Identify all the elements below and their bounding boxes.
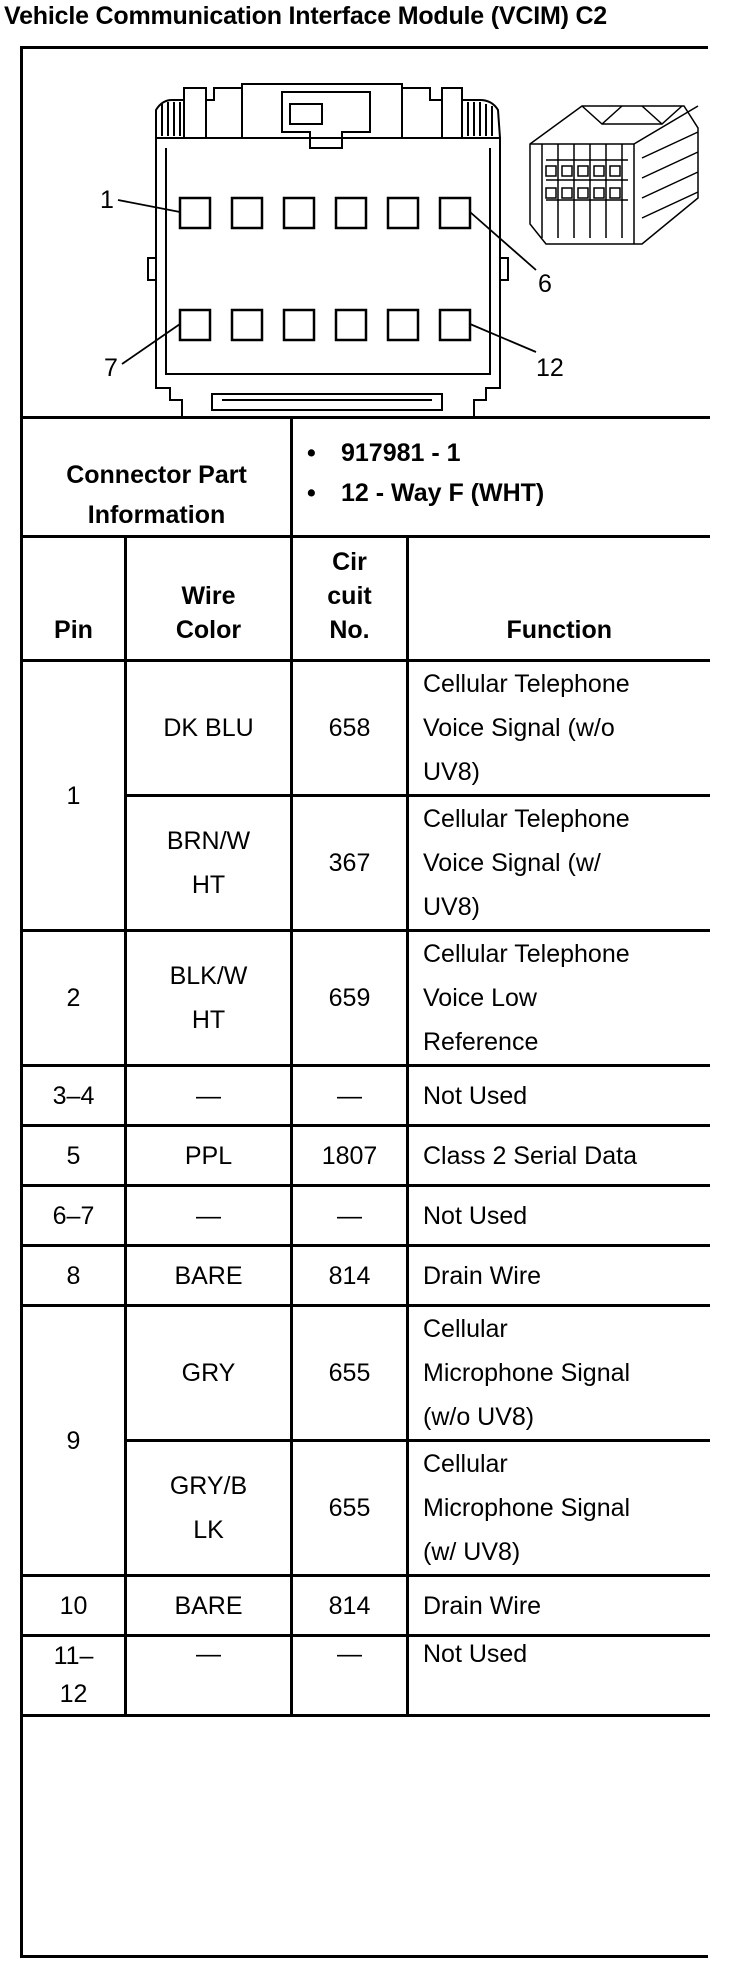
function-cell: Cellular Microphone Signal (w/o UV8)	[408, 1306, 710, 1441]
table-row	[22, 661, 710, 796]
function-cell: Cellular Microphone Signal (w/ UV8)	[408, 1441, 710, 1576]
pin-cell: 9	[22, 1306, 126, 1576]
callout-pin-12: 12	[536, 354, 564, 382]
function-cell: Cellular Telephone Voice Signal (w/o UV8)	[408, 661, 710, 796]
wire-color-cell: BARE	[126, 1246, 292, 1306]
pin-cell: 1	[22, 661, 126, 931]
wire-color-cell: PPL	[126, 1126, 292, 1186]
table-header-row	[22, 537, 710, 661]
pinout-table	[20, 416, 710, 1717]
connector-info-row	[22, 418, 710, 537]
wire-color-cell: BRN/W HT	[126, 796, 292, 931]
circuit-cell: 658	[292, 661, 408, 796]
function-cell: Cellular Telephone Voice Signal (w/ UV8)	[408, 796, 710, 931]
circuit-cell: —	[292, 1636, 408, 1716]
wire-color-cell: BARE	[126, 1576, 292, 1636]
connector-info-label: Connector Part Information	[22, 418, 292, 537]
table-row	[22, 796, 710, 931]
circuit-cell: 367	[292, 796, 408, 931]
page-title: Vehicle Communication Interface Module (VCIM) C2	[4, 2, 607, 30]
circuit-cell: —	[292, 1066, 408, 1126]
circuit-cell: 659	[292, 931, 408, 1066]
circuit-cell: 814	[292, 1246, 408, 1306]
pin-cell: 11– 12	[22, 1636, 126, 1716]
table-row	[22, 1306, 710, 1441]
pin-cell: 10	[22, 1576, 126, 1636]
table-row	[22, 931, 710, 1066]
wire-color-cell: —	[126, 1186, 292, 1246]
wire-color-cell: —	[126, 1066, 292, 1126]
circuit-cell: 1807	[292, 1126, 408, 1186]
wire-color-cell: BLK/W HT	[126, 931, 292, 1066]
table-row	[22, 1636, 710, 1716]
function-cell: Not Used	[408, 1186, 710, 1246]
callout-pin-1: 1	[100, 186, 114, 214]
table-row	[22, 1066, 710, 1126]
wire-color-cell: DK BLU	[126, 661, 292, 796]
header-function: Function	[408, 537, 710, 661]
wire-color-cell: GRY	[126, 1306, 292, 1441]
circuit-cell: —	[292, 1186, 408, 1246]
header-circuit-number: Cir cuit No.	[292, 537, 408, 661]
table-row	[22, 1246, 710, 1306]
header-pin: Pin	[22, 537, 126, 661]
function-cell: Not Used	[408, 1636, 710, 1716]
table-row	[22, 1441, 710, 1576]
function-cell: Cellular Telephone Voice Low Reference	[408, 931, 710, 1066]
pin-cell: 2	[22, 931, 126, 1066]
circuit-cell: 814	[292, 1576, 408, 1636]
table-row	[22, 1126, 710, 1186]
connector-diagram	[22, 48, 708, 416]
pin-cell: 3–4	[22, 1066, 126, 1126]
frame-bottom-border	[20, 1955, 708, 1958]
wire-color-cell: —	[126, 1636, 292, 1716]
pin-cell: 5	[22, 1126, 126, 1186]
connector-isometric-view	[530, 106, 698, 244]
callout-pin-7: 7	[104, 354, 118, 382]
pin-cell: 8	[22, 1246, 126, 1306]
circuit-cell: 655	[292, 1441, 408, 1576]
connector-part-number: • 917981 - 1	[307, 433, 710, 473]
pin-cell: 6–7	[22, 1186, 126, 1246]
table-row	[22, 1186, 710, 1246]
function-cell: Not Used	[408, 1066, 710, 1126]
connector-description: • 12 - Way F (WHT)	[307, 473, 710, 513]
function-cell: Class 2 Serial Data	[408, 1126, 710, 1186]
wire-color-cell: GRY/B LK	[126, 1441, 292, 1576]
function-cell: Drain Wire	[408, 1246, 710, 1306]
function-cell: Drain Wire	[408, 1576, 710, 1636]
header-wire-color: Wire Color	[126, 537, 292, 661]
callout-pin-6: 6	[538, 270, 552, 298]
circuit-cell: 655	[292, 1306, 408, 1441]
table-row	[22, 1576, 710, 1636]
connector-info-list	[292, 418, 710, 537]
